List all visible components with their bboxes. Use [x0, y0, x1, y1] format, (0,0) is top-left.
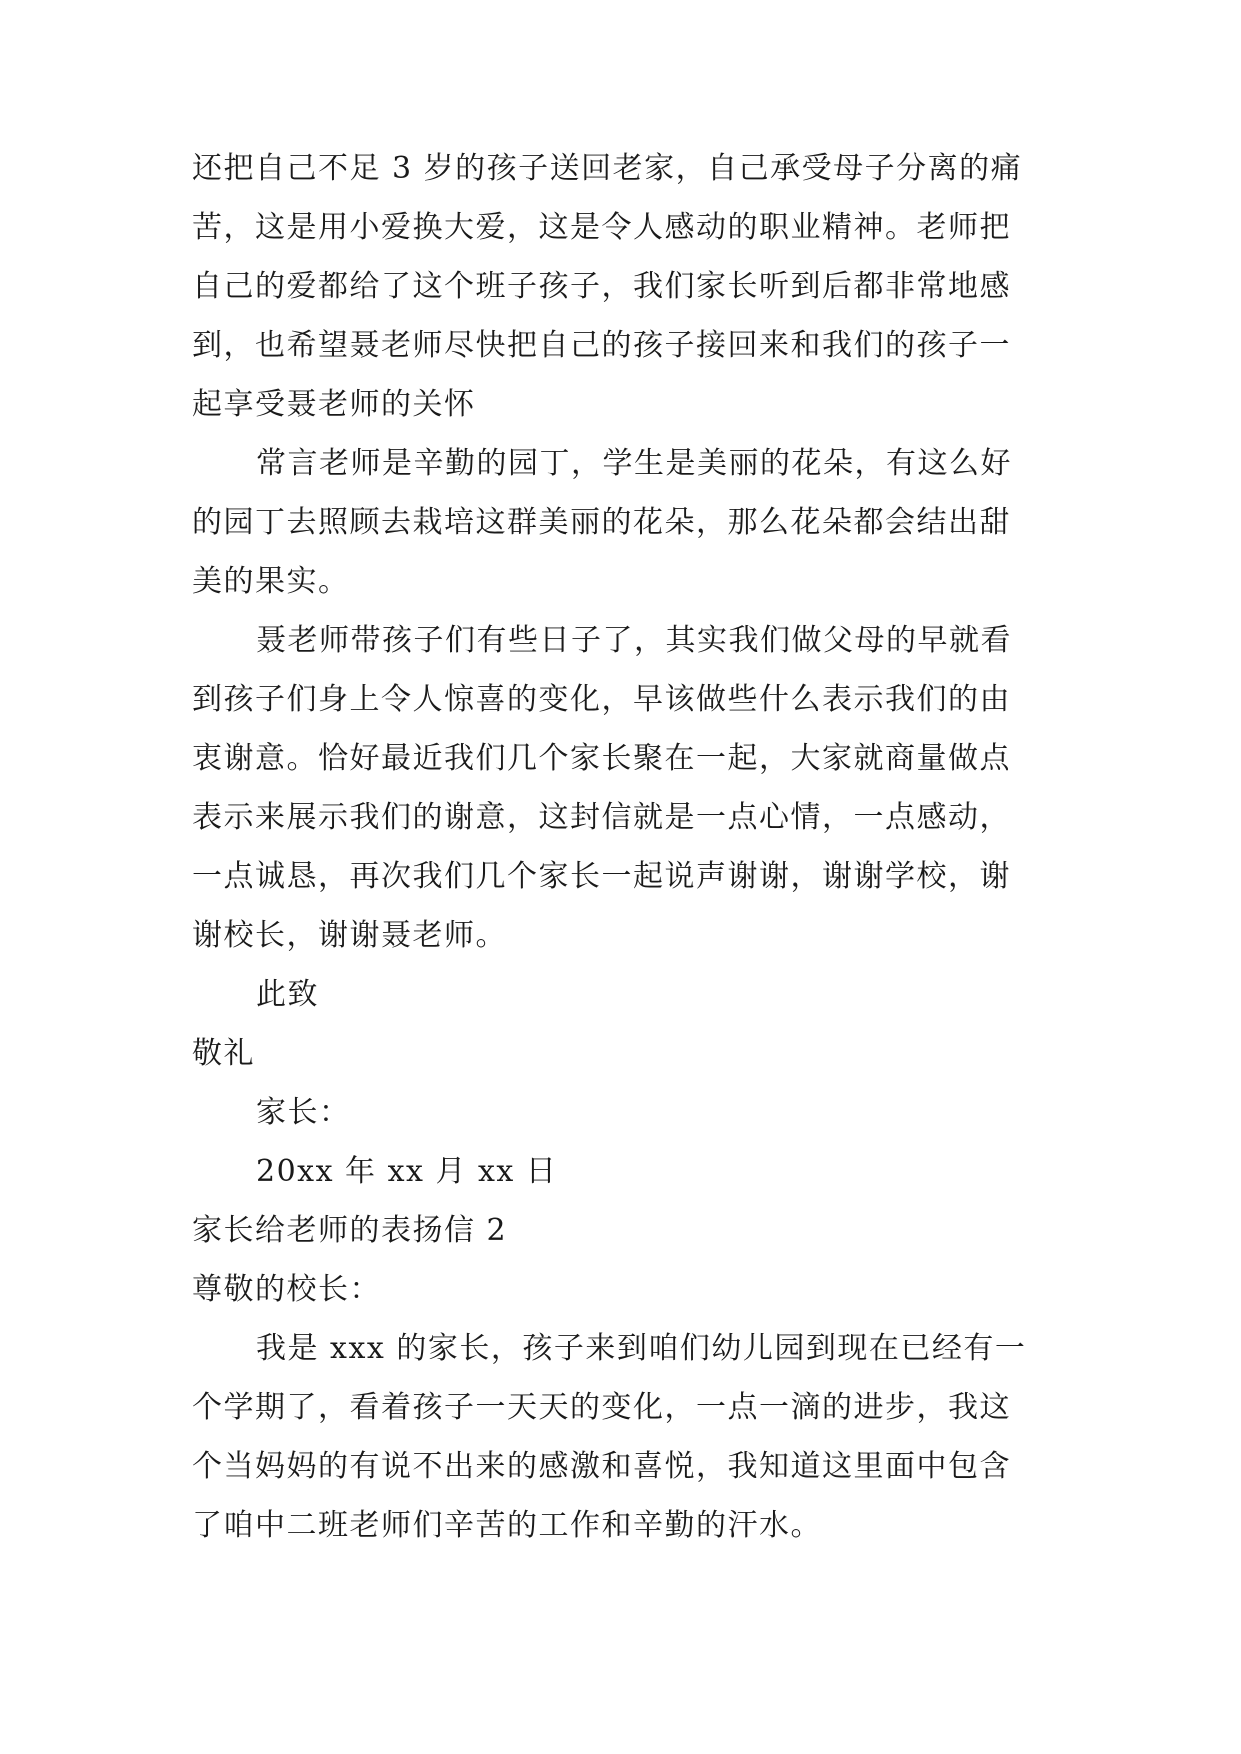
text-line: 到，也希望聂老师尽快把自己的孩子接回来和我们的孩子一 [192, 328, 1011, 363]
text-line: 了咱中二班老师们辛苦的工作和辛勤的汗水。 [192, 1508, 822, 1543]
paragraph-start-line: 常言老师是辛勤的园丁，学生是美丽的花朵，有这么好 [256, 446, 1012, 481]
text-line: 谢校长，谢谢聂老师。 [192, 918, 507, 953]
paragraph-start-line: 我是 xxx 的家长，孩子来到咱们幼儿园到现在已经有一 [256, 1331, 1027, 1366]
section-title: 家长给老师的表扬信 2 [192, 1213, 508, 1248]
text-line: 衷谢意。恰好最近我们几个家长聚在一起，大家就商量做点 [192, 741, 1011, 776]
text-line: 苦，这是用小爱换大爱，这是令人感动的职业精神。老师把 [192, 210, 1011, 245]
text-line: 的园丁去照顾去栽培这群美丽的花朵，那么花朵都会结出甜 [192, 505, 1011, 540]
closing-regards: 敬礼 [192, 1036, 255, 1071]
paragraph-start-line: 聂老师带孩子们有些日子了，其实我们做父母的早就看 [256, 623, 1012, 658]
text-line: 还把自己不足 3 岁的孩子送回老家，自己承受母子分离的痛 [192, 151, 1023, 186]
text-line: 个学期了，看着孩子一天天的变化，一点一滴的进步，我这 [192, 1390, 1011, 1425]
text-line: 表示来展示我们的谢意，这封信就是一点心情，一点感动， [192, 800, 1011, 835]
text-line: 一点诚恳，再次我们几个家长一起说声谢谢，谢谢学校，谢 [192, 859, 1011, 894]
text-line: 美的果实。 [192, 564, 350, 599]
closing-salutation: 此致 [256, 977, 319, 1012]
text-line: 个当妈妈的有说不出来的感激和喜悦，我知道这里面中包含 [192, 1449, 1011, 1484]
text-line: 自己的爱都给了这个班子孩子，我们家长听到后都非常地感 [192, 269, 1011, 304]
greeting: 尊敬的校长： [192, 1272, 381, 1307]
signature-label: 家长： [256, 1095, 351, 1130]
text-line: 到孩子们身上令人惊喜的变化，早该做些什么表示我们的由 [192, 682, 1011, 717]
text-line: 起享受聂老师的关怀 [192, 387, 476, 422]
date-line: 20xx 年 xx 月 xx 日 [256, 1154, 558, 1189]
